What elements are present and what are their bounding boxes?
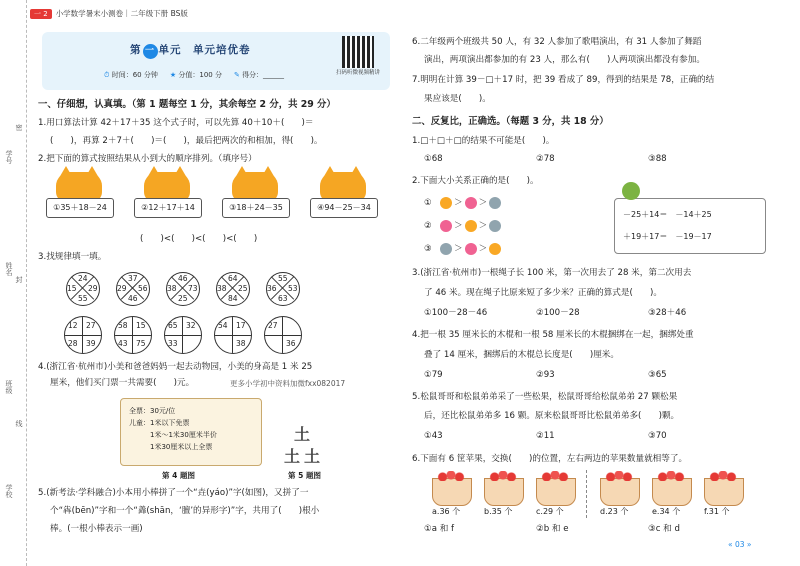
- circle-num: 75: [136, 339, 146, 348]
- binding-margin: [0, 0, 27, 566]
- q2-order-blanks: ( )<( )<( )<( ): [140, 234, 258, 244]
- circle-num: 46: [178, 274, 188, 283]
- basket-label-d: d.23 个: [600, 507, 629, 516]
- choice-4-opt-1[interactable]: ①79: [424, 370, 443, 380]
- flower-icon: [489, 220, 501, 232]
- expression-card: ②12＋17＋14: [134, 198, 202, 218]
- flower-row-3: ＞ ＞: [440, 243, 501, 255]
- unit-title-banner: [42, 32, 390, 90]
- glyph-top: 土: [294, 425, 311, 444]
- page-number-text: 03: [734, 540, 745, 549]
- circle-num: 25: [178, 294, 188, 303]
- got-text: 得分：______: [242, 71, 285, 79]
- circle-num: 55: [278, 274, 288, 283]
- page-number: « 03 »: [728, 540, 752, 549]
- circle-num: 27: [86, 321, 96, 330]
- circle-num: 53: [288, 284, 298, 293]
- binding-cut-xian: 线: [15, 420, 23, 427]
- choice-3-opt-3[interactable]: ③28＋46: [648, 308, 687, 318]
- choice-3-line-a: 3.(浙江省·杭州市)一根绳子长 100 米，第一次用去了 28 米，第二次用去: [412, 268, 692, 278]
- choice-1-text: 1.□＋□＋□的结果不可能是( )。: [412, 136, 555, 146]
- circle-num: 65: [168, 321, 178, 330]
- flower-icon: [465, 243, 477, 255]
- expression-card: ④94－25－34: [310, 198, 378, 218]
- glyph-bottom-right: 土: [304, 447, 321, 466]
- unit-number-badge: 一: [143, 44, 158, 59]
- score-info: [170, 70, 222, 80]
- page-header: [30, 8, 188, 19]
- qr-code[interactable]: [342, 36, 374, 68]
- choice-4-opt-2[interactable]: ②93: [536, 370, 555, 380]
- apple-basket-icon: [484, 478, 524, 506]
- choice-6-opt-2[interactable]: ②b 和 e: [536, 524, 569, 534]
- unit-title: [130, 42, 251, 59]
- choice-4-line-a: 4.把一根 35 厘米长的木棍和一根 58 厘米长的木棍捆绑在一起，捆绑处重: [412, 330, 694, 340]
- circle-num: 15: [67, 284, 77, 293]
- unit-title-prefix: 第: [130, 44, 142, 56]
- choice-5-opt-2[interactable]: ②11: [536, 431, 555, 441]
- choice-2-opt-2[interactable]: ②: [424, 221, 432, 231]
- circle-num: 12: [68, 321, 78, 330]
- circle-num: 73: [188, 284, 198, 293]
- binding-label-student-no: 学号: [5, 150, 13, 164]
- q2-text: 2.把下面的算式按照结果从小到大的顺序排列。（填序号）: [38, 154, 257, 164]
- pattern-circle: [166, 272, 200, 306]
- circle-num: 28: [68, 339, 78, 348]
- clock-icon: ⏱: [104, 71, 110, 79]
- binding-cut-feng: 封: [15, 276, 23, 283]
- circle-num: 39: [86, 339, 96, 348]
- binding-label-class: 班级: [5, 380, 13, 394]
- circle-num: 38: [217, 284, 227, 293]
- apple-basket-icon: [432, 478, 472, 506]
- circle-num: 46: [128, 294, 138, 303]
- q4-line-a: 4.(浙江省·杭州市)小美和爸爸妈妈一起去动物园，小美的身高是 1 米 25: [38, 362, 313, 372]
- circle-num: 38: [236, 339, 246, 348]
- apple-basket-icon: [704, 478, 744, 506]
- unit-meta: [104, 70, 284, 80]
- circle-num: 24: [78, 274, 88, 283]
- cat-card-1: [46, 172, 112, 228]
- ticket-line: 全票：30元/位: [129, 407, 176, 415]
- equation-2: ＋19＋17＝ －19－17: [623, 232, 712, 241]
- pattern-circle-quad: [214, 316, 252, 354]
- flower-icon: [440, 243, 452, 255]
- flower-icon: [440, 197, 452, 209]
- circle-num: 33: [168, 339, 178, 348]
- flower-icon: [489, 243, 501, 255]
- q3-text: 3.找规律填一填。: [38, 252, 107, 262]
- unit-title-suffix: 单元 单元培优卷: [158, 44, 251, 56]
- flower-row-1: ＞ ＞: [440, 197, 501, 209]
- choice-4-line-b: 叠了 14 厘米，捆绑后的木棍总长度是( )厘米。: [424, 350, 619, 360]
- choice-1-opt-1[interactable]: ①68: [424, 154, 443, 164]
- circle-num: 17: [236, 321, 246, 330]
- section-2-heading: 二、反复比，正确选。（每题 3 分，共 18 分）: [412, 116, 609, 127]
- binding-label-school: 学校: [5, 484, 13, 498]
- circle-num: 29: [117, 284, 127, 293]
- header-tag: 一 2: [30, 9, 52, 19]
- q1-line-b: ( )，再算 2＋7＋( )＝( )，最后把两次的和相加，得( )。: [50, 136, 323, 146]
- circle-num: 38: [167, 284, 177, 293]
- circle-num: 55: [78, 294, 88, 303]
- score-text: 分值：100 分: [178, 71, 222, 79]
- pattern-circle: [216, 272, 250, 306]
- pattern-circle-quad: [164, 316, 202, 354]
- choice-3-opt-1[interactable]: ①100－28－46: [424, 308, 488, 318]
- flower-row-2: ＞ ＞: [440, 220, 501, 232]
- choice-6-text: 6.下面有 6 筐苹果，交换( )的位置，左右两边的苹果数量就相等了。: [412, 454, 688, 464]
- circle-num: 84: [228, 294, 238, 303]
- ticket-board: [120, 398, 262, 466]
- header-series: 小学数学暑末小测卷｜二年级下册 BS版: [55, 9, 188, 18]
- choice-2-opt-1[interactable]: ①: [424, 198, 432, 208]
- q7-line-b: 果应该是( )。: [424, 94, 491, 104]
- circle-num: 43: [118, 339, 128, 348]
- q4-line-b: 厘米，他们买门票一共需要( )元。: [50, 378, 195, 388]
- cat-card-4: [310, 172, 376, 228]
- circle-num: 58: [118, 321, 128, 330]
- figure-5-caption: 第 5 题图: [288, 471, 321, 480]
- ticket-line: 儿童：1米以下免票: [129, 419, 190, 427]
- flower-icon: [440, 220, 452, 232]
- pen-icon: ✎: [233, 71, 240, 79]
- cat-card-3: [222, 172, 288, 228]
- ticket-line: 1米30厘米以上全票: [129, 443, 213, 451]
- pattern-circle: [266, 272, 300, 306]
- apple-basket-icon: [536, 478, 576, 506]
- flower-icon: [465, 220, 477, 232]
- basket-label-e: e.34 个: [652, 507, 681, 516]
- circle-num: 25: [238, 284, 248, 293]
- basket-label-a: a.36 个: [432, 507, 461, 516]
- section-1-heading: 一、仔细想，认真填。（第 1 题每空 1 分，其余每空 2 分，共 29 分）: [38, 99, 336, 110]
- ticket-line: 1米～1米30厘米半价: [129, 431, 217, 439]
- equation-1: －25＋14＝ －14＋25: [623, 210, 712, 219]
- cat-cards: [46, 172, 376, 228]
- watermark-text: 更多小学初中资料加微fxx082017: [230, 379, 346, 388]
- q5-line-a: 5.(新考法·学科融合)小本用小棒拼了一个“垚(yáo)”字(如图)，又拼了一: [38, 488, 309, 498]
- figure-4-caption: 第 4 题图: [162, 471, 195, 480]
- choice-5-opt-1[interactable]: ①43: [424, 431, 443, 441]
- q6-line-b: 演出，两项演出都参加的有 23 人，那么有( )人两项演出都没有参加。: [424, 55, 705, 65]
- apple-basket-icon: [652, 478, 692, 506]
- choice-6-opt-1[interactable]: ①a 和 f: [424, 524, 455, 534]
- pattern-circle-quad: [114, 316, 152, 354]
- pattern-circle-quad: [64, 316, 102, 354]
- glyph-bottom-left: 土: [284, 447, 301, 466]
- flower-icon: [465, 197, 477, 209]
- q1-line-a: 1.用口算法计算 42＋17＋35 这个式子时，可以先算 40＋10＋( )＝: [38, 118, 314, 128]
- basket-label-f: f.31 个: [704, 507, 730, 516]
- binding-cut-mi: 密: [15, 124, 23, 131]
- circle-num: 29: [88, 284, 98, 293]
- basket-label-c: c.29 个: [536, 507, 564, 516]
- choice-4-opt-3[interactable]: ③65: [648, 370, 667, 380]
- choice-2-text: 2.下面大小关系正确的是( )。: [412, 176, 539, 186]
- circle-num: 56: [138, 284, 148, 293]
- star-icon: ★: [169, 71, 177, 79]
- equation-board: [614, 198, 766, 254]
- circle-num: 15: [136, 321, 146, 330]
- choice-3-line-b: 了 46 米。现在绳子比原来短了多少米？正确的算式是( )。: [424, 288, 662, 298]
- cat-card-2: [134, 172, 200, 228]
- choice-1-opt-3[interactable]: ③88: [648, 154, 667, 164]
- time-info: [104, 70, 158, 80]
- qr-caption: 扫码听微视频精讲: [336, 70, 381, 76]
- pattern-circle: [116, 272, 150, 306]
- choice-1-opt-2[interactable]: ②78: [536, 154, 555, 164]
- plant-icon: [622, 182, 640, 200]
- choice-5-line-a: 5.松鼠哥哥和松鼠弟弟采了一些松果，松鼠哥哥给松鼠弟弟 27 颗松果: [412, 392, 678, 402]
- circle-num: 32: [186, 321, 196, 330]
- choice-3-opt-2[interactable]: ②100－28: [536, 308, 580, 318]
- q5-line-c: 棒。(一根小棒表示一画): [50, 524, 143, 534]
- binding-label-name: 姓名: [5, 262, 13, 276]
- flower-icon: [489, 197, 501, 209]
- got-info: [234, 70, 284, 80]
- choice-6-opt-3[interactable]: ③c 和 d: [648, 524, 680, 534]
- choice-2-opt-3[interactable]: ③: [424, 244, 432, 254]
- apple-basket-icon: [600, 478, 640, 506]
- circle-num: 37: [128, 274, 138, 283]
- basket-label-b: b.35 个: [484, 507, 513, 516]
- circle-num: 36: [286, 339, 296, 348]
- pattern-circle-quad: [264, 316, 302, 354]
- expression-card: ①35＋18－24: [46, 198, 114, 218]
- divider-line: [586, 470, 588, 518]
- choice-5-opt-3[interactable]: ③70: [648, 431, 667, 441]
- expression-card: ③18＋24－35: [222, 198, 290, 218]
- q7-line-a: 7.明明在计算 39－□＋17 时，把 39 看成了 89，得到的结果是 78，正确的结: [412, 75, 715, 85]
- circle-num: 27: [268, 321, 278, 330]
- circle-num: 63: [278, 294, 288, 303]
- circle-num: 54: [218, 321, 228, 330]
- q5-line-b: 个“犇(bēn)”字和一个“羴(shān，‘膻’的异形字)”字，共用了( )根小: [50, 506, 320, 516]
- circle-num: 36: [267, 284, 277, 293]
- pattern-circle: [66, 272, 100, 306]
- circle-num: 64: [228, 274, 238, 283]
- choice-5-line-b: 后，还比松鼠弟弟多 16 颗。原来松鼠哥哥比松鼠弟弟多( )颗。: [424, 411, 680, 421]
- q6-line-a: 6.二年级两个班级共 50 人，有 32 人参加了歌唱演出，有 31 人参加了舞蹈: [412, 37, 702, 47]
- time-text: 时间：60 分钟: [111, 71, 158, 79]
